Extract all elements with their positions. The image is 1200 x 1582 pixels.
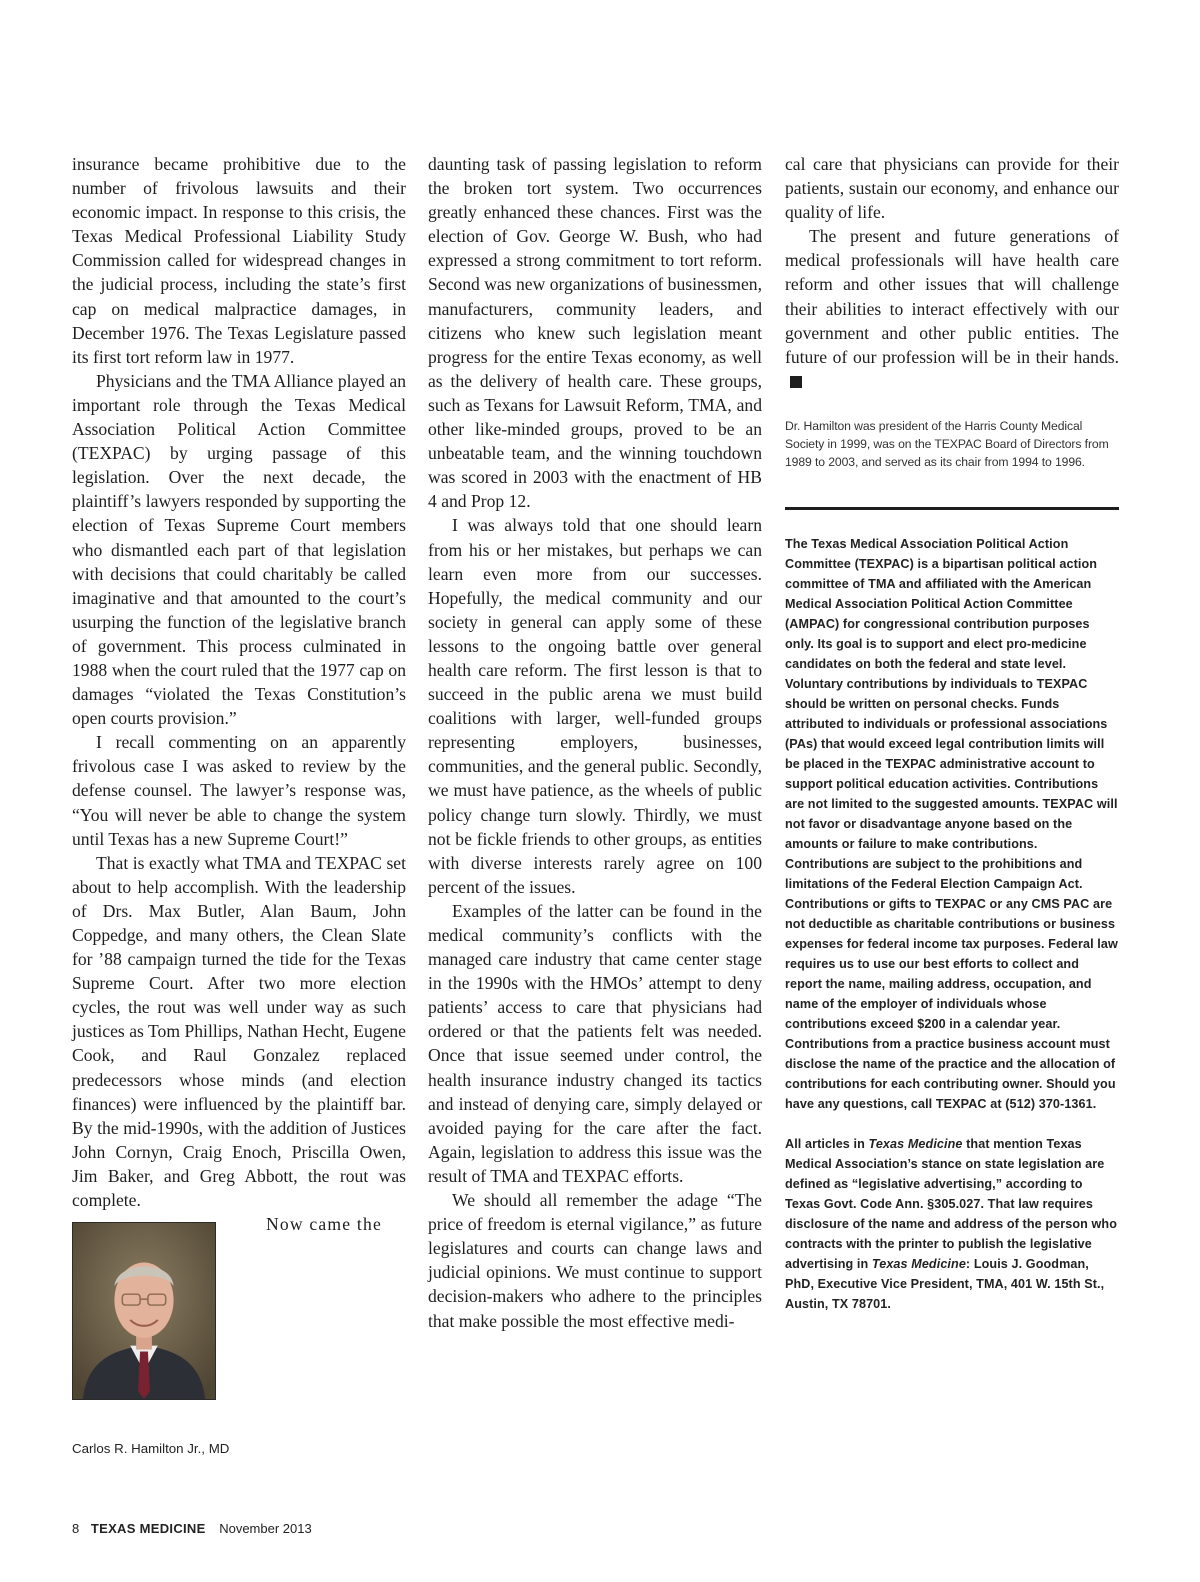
notice-emphasis: Texas Medicine xyxy=(868,1136,963,1151)
author-bio: Dr. Hamilton was president of the Harris County Medical Society in 1999, was on the TEXPAC Board of Directors from 1989 to 2003, and served as its chair from 1994 to 1996. xyxy=(785,418,1109,469)
paragraph-with-photo xyxy=(72,851,406,1212)
paragraph: Physicians and the TMA Alliance played an important role through the Texas Medical Association Political Action Committee (TEXPAC) by urging passage of this legislation. Over the next decade, the plaintiff’s lawyers responded by supporting the election of Texas Supreme Court members who dismantled each part of that legislation with decisions that could charitably be called imaginative and that amounted to the court’s usurping the function of the legislative branch of government. This process culminated in 1988 when the court ruled that the 1977 cap on damages “violated the Texas Constitution’s open courts provision.” xyxy=(72,370,406,729)
notice-emphasis: Texas Medicine xyxy=(871,1256,966,1271)
photo-caption: Carlos R. Hamilton Jr., MD xyxy=(72,1441,230,1457)
paragraph: We should all remember the adage “The price of freedom is eternal vigilance,” as future legislatures and courts can change laws and judicial opinions. We must continue to support decision-makers who adhere to the principles that make possible the most effective medi- xyxy=(428,1190,762,1331)
notice-text: All articles in xyxy=(785,1136,869,1151)
divider xyxy=(785,507,1119,510)
paragraph: daunting task of passing legislation to reform the broken tort system. Two occurrences greatly enhanced these chances. First was the election of Gov. George W. Bush, who had expressed a strong commitment to tort reform. Second was new organizations of businessmen, manufacturers, community leaders, and citizens who knew such legislation meant progress for the entire Texas economy, as well as the delivery of health care. These groups, such as Texans for Lawsuit Reform, TMA, and other like-minded groups, proved to be an unbeatable team, and the winning touchdown was scored in 2003 with the enactment of HB 4 and Prop 12. xyxy=(428,154,762,512)
paragraph-text: That is exactly what TMA and TEXPAC set about to help accomplish. With the leadership of Drs. Max Butler, Alan Baum, John Coppedge, and many others, the Clean Slate for ’88 campaign turned the tide for the Texas Supreme Court. After two more election cycles, the rout was well under way as such justices as Tom Phillips, Nathan Hecht, Eugene Cook, and Raul Gonzalez replaced predecessors whose minds (and election finances) were influenced by the plaintiff bar. By the mid-1990s, with the addition of Justices John Cornyn, Craig Enoch, Priscilla Owen, Jim Baker, and Greg Abbott, the rout was complete. xyxy=(72,852,406,1211)
article-column-1 xyxy=(72,152,406,1500)
article-column-2 xyxy=(428,152,762,1333)
texpac-disclaimer: The Texas Medical Association Political Action Committee (TEXPAC) is a bipartisan political action committee of TMA and affiliated with the American Medical Association Political Action Committee (AMPAC) for congressional contribution purposes only. Its goal is to support and elect pro-medicine candidates on both the federal and state level. Voluntary contributions by individuals to TEXPAC should be written on personal checks. Funds attributed to individuals or professional associations (PAs) that would exceed legal contribution limits will be placed in the TEXPAC administrative account to support political education activities. Contributions are not limited to the suggested amounts. TEXPAC will not favor or disadvantage anyone based on the amounts or failure to make contributions. Contributions are subject to the prohibitions and limitations of the Federal Election Campaign Act. Contributions or gifts to TEXPAC or any CMS PAC are not deductible as charitable contributions or business expenses for federal income tax purposes. Federal law requires us to use our best efforts to collect and report the name, mailing address, occupation, and name of the employer of individuals whose contributions exceed $200 in a calendar year. Contributions from a practice business account must disclose the name of the practice and the allocation of contributions for each contributing owner. Should you have any questions, call TEXPAC at (512) 370-1361. xyxy=(785,536,1118,1111)
magazine-name: TEXAS MEDICINE xyxy=(90,1521,206,1536)
paragraph: I recall commenting on an apparently frivolous case I was asked to review by the defense counsel. The lawyer’s response was, “You will never be able to change the system until Texas has a new Supreme Court!” xyxy=(72,732,406,849)
paragraph: insurance became prohibitive due to the number of frivolous lawsuits and their economic impact. In response to this crisis, the Texas Medical Professional Liability Study Commission called for widespread changes in the judicial process, including the state’s first cap on medical malpractice damages, in December 1976. The Texas Legislature passed its first tort reform law in 1977. xyxy=(72,154,406,367)
portrait-image xyxy=(73,1223,215,1399)
legislative-advertising-notice xyxy=(785,1134,1119,1314)
author-photo xyxy=(72,1222,216,1400)
paragraph-final xyxy=(785,224,1119,393)
paragraph: cal care that physicians can provide for their patients, sustain our economy, and enhance our quality of life. xyxy=(785,154,1119,223)
notice-text: : Louis J. Goodman, PhD, Executive Vice President, TMA, 401 W. 15th St., Austin, TX 78701. xyxy=(785,1256,1105,1311)
article-column-3 xyxy=(785,152,1119,1314)
page-footer xyxy=(72,1521,312,1536)
paragraph: Examples of the latter can be found in the medical community’s conflicts with the managed care industry that came center stage in the 1990s with the HMOs’ attempt to deny patients’ access to care that physicians had ordered or that the patients felt was needed. Once that issue seemed under control, the health insurance industry changed its tactics and instead of denying care, simply delayed or avoided paying for the care after the fact. Again, legislation to address this issue was the result of TMA and TEXPAC efforts. xyxy=(428,900,762,1186)
notice-text: that mention Texas Medical Association’s stance on state legislation are defined as “legislative advertising,” according to Texas Govt. Code Ann. §305.027. That law requires disclosure of the name and address of the person who contracts with the printer to publish the legislative advertising in xyxy=(785,1136,1117,1271)
page-number: 8 xyxy=(72,1521,80,1536)
issue-date: November 2013 xyxy=(219,1521,312,1536)
author-photo-block xyxy=(72,1216,232,1500)
paragraph-text: Now came the xyxy=(266,1214,383,1235)
paragraph-text: The present and future generations of medical professionals will have health care reform and other issues that will challenge their abilities to interact effectively with our government and other public entities. The future of our profession will be in their hands. xyxy=(785,226,1119,367)
end-mark-icon xyxy=(790,376,802,388)
paragraph: I was always told that one should learn from his or her mistakes, but perhaps we can learn even more from our successes. Hopefully, the medical community and our society in general can apply some of these lessons to the ongoing battle over general health care reform. The first lesson is that to succeed in the public arena we must build coalitions with larger, well-funded groups representing employers, businesses, communities, and the general public. Secondly, we must have patience, as the wheels of public policy change turn slowly. Thirdly, we must not be fickle friends to other groups, as entities with diverse interests rarely agree on 100 percent of the issues. xyxy=(428,515,762,897)
